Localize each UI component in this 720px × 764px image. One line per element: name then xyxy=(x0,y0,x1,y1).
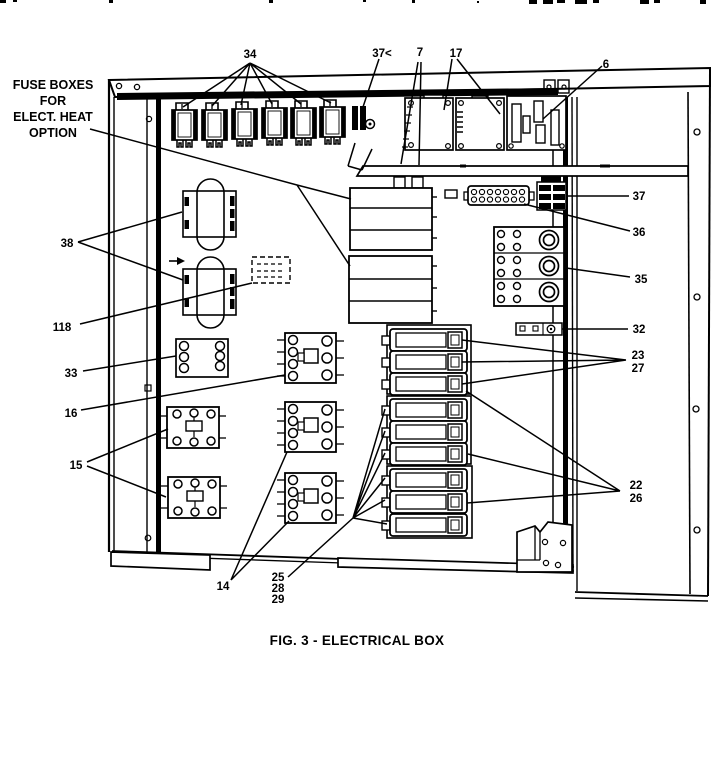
callout-6: 6 xyxy=(602,59,610,71)
contactor-block-35 xyxy=(494,227,564,306)
fuse-box xyxy=(232,102,257,146)
shelf-bar xyxy=(357,166,688,176)
callout-37: 37 xyxy=(632,191,646,203)
callout-25: 25 xyxy=(271,572,285,584)
fuse-note-line-2: FOR xyxy=(39,94,67,108)
fuse-box xyxy=(320,100,345,144)
callout-26: 26 xyxy=(629,493,643,505)
callout-32: 32 xyxy=(632,324,646,336)
circuit-board-3 xyxy=(507,96,566,150)
circuit-board-2 xyxy=(456,96,504,150)
relay-15-1 xyxy=(160,407,226,448)
contactor-14-1 xyxy=(277,402,344,452)
sequencer-module xyxy=(382,421,467,443)
sequencer-group-1 xyxy=(382,325,471,395)
sequencer-module xyxy=(382,443,467,465)
fuse-note-line-3: ELECT. HEAT xyxy=(13,110,93,124)
fuse-note xyxy=(13,78,94,140)
sequencer-module xyxy=(382,399,467,421)
callout-22: 22 xyxy=(629,480,643,492)
sequencer-module xyxy=(382,514,467,536)
heat-fuse-box-lower xyxy=(349,256,437,323)
callout-23: 23 xyxy=(631,350,645,362)
callout-17: 17 xyxy=(449,48,463,60)
fuse-box xyxy=(291,101,316,145)
fuse-box xyxy=(172,103,197,147)
mounting-bracket xyxy=(517,522,572,572)
arrow-icon xyxy=(169,257,185,265)
dashed-terminal-118 xyxy=(252,257,290,283)
callout-33: 33 xyxy=(64,368,78,380)
sequencer-module xyxy=(382,373,467,395)
callout-35: 35 xyxy=(634,274,648,286)
callout-14: 14 xyxy=(216,581,230,593)
callout-16: 16 xyxy=(64,408,78,420)
sequencer-group-2 xyxy=(382,396,471,465)
callout-28: 28 xyxy=(271,583,285,595)
fuse-box-row xyxy=(172,100,345,147)
terminal-board-33 xyxy=(176,339,228,377)
callout-27: 27 xyxy=(631,363,645,375)
terminal-strip-32 xyxy=(516,323,562,335)
callout-29: 29 xyxy=(271,594,285,606)
callout-15: 15 xyxy=(69,460,83,472)
page-edge-artifacts xyxy=(0,0,706,4)
relay-15-2 xyxy=(161,477,227,518)
figure-caption: FIG. 3 - ELECTRICAL BOX xyxy=(269,633,445,648)
callout-37-top: 37< xyxy=(372,48,392,60)
contactor-16 xyxy=(277,333,344,383)
connector-37-top xyxy=(352,106,375,130)
heat-fuse-box-upper xyxy=(350,177,437,250)
fuse-note-line-4: OPTION xyxy=(29,126,77,140)
callout-38: 38 xyxy=(60,238,74,250)
callout-7: 7 xyxy=(416,47,424,59)
sequencer-module xyxy=(382,469,467,491)
sequencer-module xyxy=(382,491,467,513)
contactor-14-2 xyxy=(277,473,344,523)
callout-118: 118 xyxy=(52,322,72,334)
sequencer-module xyxy=(382,351,467,373)
sequencer-group-3 xyxy=(382,466,472,538)
terminal-block-37 xyxy=(537,176,566,210)
fuse-box xyxy=(202,103,227,147)
transformer-1 xyxy=(183,179,236,250)
fuse-box xyxy=(262,101,287,145)
callout-34: 34 xyxy=(243,49,257,61)
callout-36: 36 xyxy=(632,227,646,239)
connector-36 xyxy=(445,186,534,205)
fuse-note-line-1: FUSE BOXES xyxy=(12,78,94,92)
sequencer-module xyxy=(382,329,467,351)
